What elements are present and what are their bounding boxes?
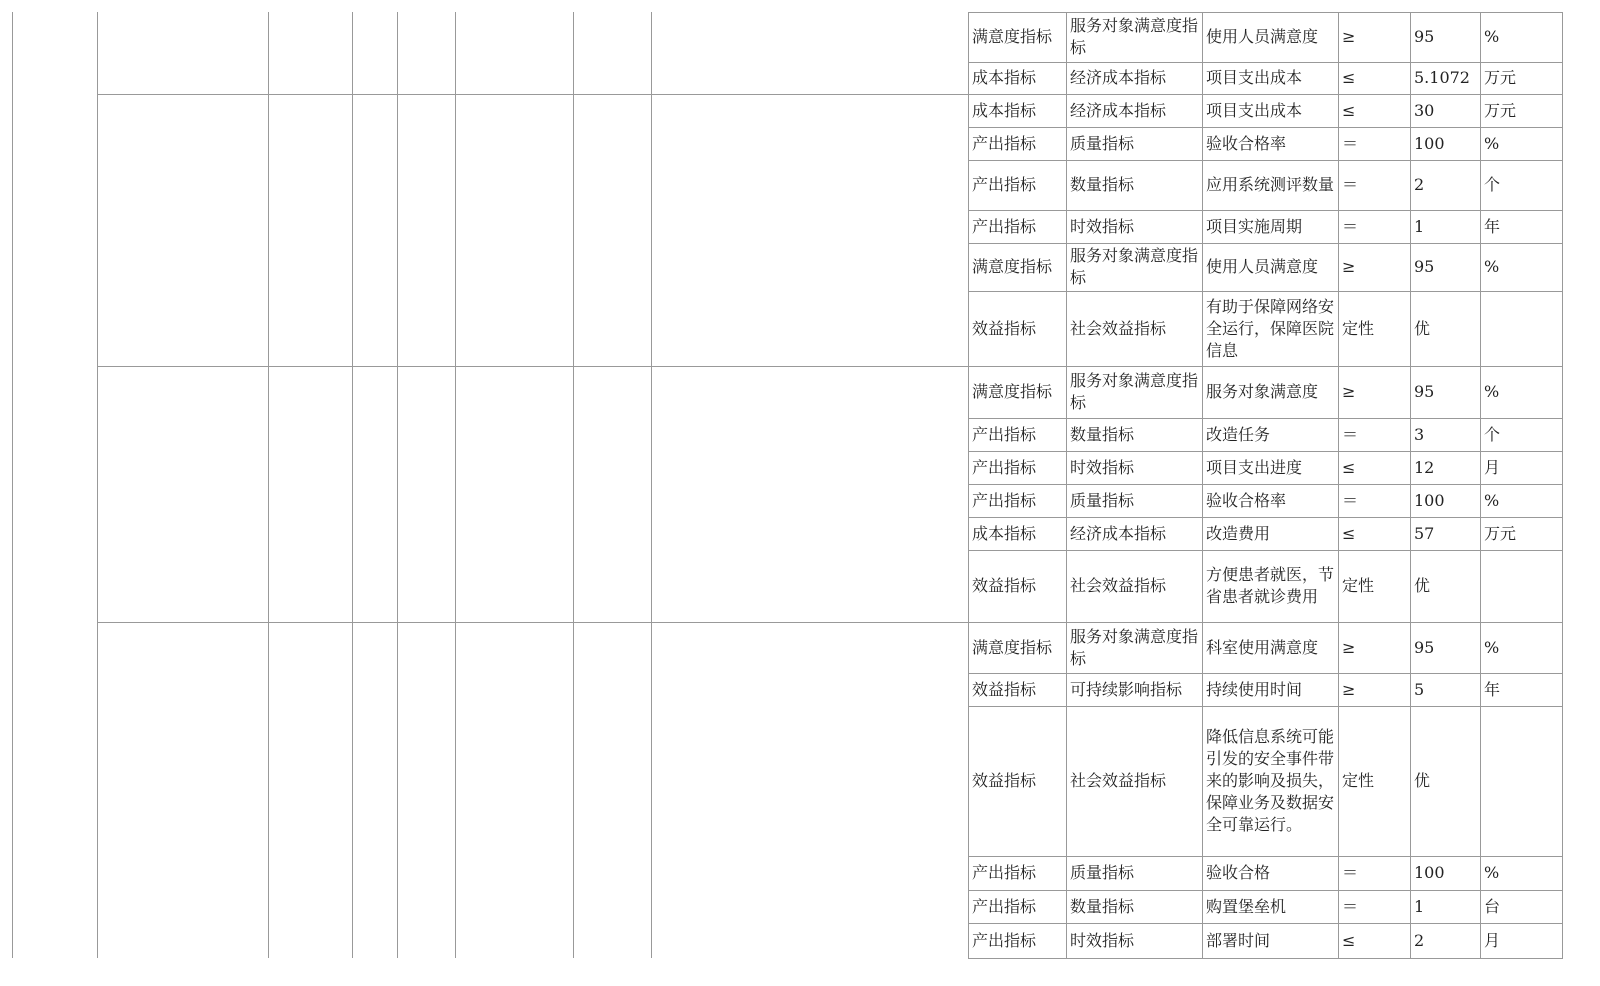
indicator-text: 时效指标 — [1070, 216, 1135, 236]
indicator-text: 购置堡垒机 — [1206, 896, 1287, 916]
indicator-text: 成本指标 — [972, 100, 1037, 120]
indicator-text: 1 — [1414, 216, 1425, 236]
indicator-text: 优 — [1414, 318, 1431, 338]
indicator-text: 成本指标 — [972, 523, 1037, 543]
indicator-text: 数量指标 — [1070, 175, 1135, 194]
indicator-text: ＝ — [1342, 175, 1359, 194]
grid-line — [268, 12, 269, 958]
indicator-text: 经济成本指标 — [1070, 68, 1167, 87]
indicator-text: % — [1484, 637, 1500, 657]
indicator-text: % — [1484, 257, 1500, 276]
indicator-text: 95 — [1414, 382, 1435, 401]
indicator-text: 质量指标 — [1070, 133, 1135, 153]
indicator-text: 服务对象满意度指标 — [1070, 16, 1199, 57]
indicator-text: 定性 — [1342, 771, 1375, 790]
indicator-text: ＝ — [1342, 424, 1359, 444]
indicator-text: 满意度指标 — [972, 257, 1053, 276]
indicator-text: 持续使用时间 — [1206, 679, 1303, 699]
indicator-text: 服务对象满意度 — [1206, 382, 1319, 401]
indicator-text: 95 — [1414, 27, 1435, 46]
indicator-text: 产出指标 — [972, 175, 1037, 194]
indicator-text: 定性 — [1342, 576, 1375, 595]
indicator-text: 年 — [1484, 679, 1501, 699]
indicator-text: 月 — [1484, 930, 1501, 950]
grid-line — [397, 12, 398, 958]
indicator-text: % — [1484, 27, 1500, 46]
indicator-text: 验收合格率 — [1206, 133, 1287, 153]
indicator-text: 效益指标 — [972, 771, 1037, 790]
indicator-text — [1484, 291, 1559, 366]
indicator-text: 改造任务 — [1206, 424, 1271, 444]
indicator-text: 57 — [1414, 523, 1435, 543]
indicator-text: 效益指标 — [972, 576, 1037, 595]
indicator-text: ≥ — [1342, 679, 1356, 699]
indicator-text: ≥ — [1342, 637, 1356, 657]
indicator-text: 万元 — [1484, 100, 1517, 120]
indicator-text: 项目支出成本 — [1206, 100, 1303, 120]
indicator-text: 改造费用 — [1206, 523, 1271, 543]
indicator-text: ≥ — [1342, 27, 1356, 46]
indicator-text: 定性 — [1342, 318, 1375, 338]
indicator-text: 个 — [1484, 424, 1501, 444]
grid-line — [573, 12, 574, 958]
indicator-text: ≤ — [1342, 523, 1356, 543]
indicator-text: 效益指标 — [972, 679, 1037, 699]
indicator-text: 社会效益指标 — [1070, 771, 1167, 790]
indicator-text: 服务对象满意度指标 — [1070, 371, 1199, 412]
indicator-text: 服务对象满意度指标 — [1070, 626, 1199, 668]
indicator-text: 3 — [1414, 424, 1425, 444]
grid-line — [455, 12, 456, 958]
indicator-text: % — [1484, 863, 1500, 882]
indicator-text: 部署时间 — [1206, 930, 1271, 950]
indicator-text: ≤ — [1342, 457, 1356, 477]
indicator-text: 1 — [1414, 896, 1425, 916]
grid-line — [97, 366, 968, 367]
indicator-text: ＝ — [1342, 216, 1359, 236]
indicator-text: 2 — [1414, 175, 1425, 194]
indicator-text: 产出指标 — [972, 424, 1037, 444]
indicator-text: 万元 — [1484, 523, 1517, 543]
indicator-text: 年 — [1484, 216, 1501, 236]
indicator-text: 产出指标 — [972, 457, 1037, 477]
indicator-text: 降低信息系统可能引发的安全事件带来的影响及损失，保障业务及数据安全可靠运行。 — [1206, 727, 1335, 834]
indicator-text — [1484, 706, 1559, 856]
indicator-text: 台 — [1484, 896, 1501, 916]
indicator-text: 100 — [1414, 490, 1445, 510]
indicator-text: ≥ — [1342, 257, 1356, 276]
indicator-text — [1484, 550, 1559, 622]
indicator-text: 质量指标 — [1070, 490, 1135, 510]
indicator-text: 验收合格 — [1206, 863, 1271, 882]
indicator-text: ＝ — [1342, 896, 1359, 916]
indicator-text: 项目支出进度 — [1206, 457, 1303, 477]
grid-line — [97, 94, 968, 95]
indicator-text: 使用人员满意度 — [1206, 27, 1319, 46]
indicator-text: 100 — [1414, 133, 1445, 153]
indicator-text: 方便患者就医，节省患者就诊费用 — [1206, 565, 1335, 606]
indicator-text: 产出指标 — [972, 490, 1037, 510]
indicator-text: ＝ — [1342, 863, 1359, 882]
grid-line — [12, 12, 13, 958]
indicator-text: 满意度指标 — [972, 27, 1053, 46]
indicator-text: 产出指标 — [972, 896, 1037, 916]
indicator-text: 产出指标 — [972, 930, 1037, 950]
indicator-text: 万元 — [1484, 68, 1517, 87]
indicator-text: 经济成本指标 — [1070, 523, 1167, 543]
indicator-text: 数量指标 — [1070, 424, 1135, 444]
indicator-text: 效益指标 — [972, 318, 1037, 338]
indicator-text: 质量指标 — [1070, 863, 1135, 882]
indicator-text: 成本指标 — [972, 68, 1037, 87]
indicator-text: 社会效益指标 — [1070, 576, 1167, 595]
indicator-text: 项目支出成本 — [1206, 68, 1303, 87]
indicator-text: 95 — [1414, 257, 1435, 276]
indicator-text: 服务对象满意度指标 — [1070, 246, 1199, 287]
indicator-text: 使用人员满意度 — [1206, 257, 1319, 276]
indicator-text: 有助于保障网络安全运行，保障医院信息 — [1206, 296, 1335, 360]
indicator-text: % — [1484, 490, 1500, 510]
indicator-text: ≤ — [1342, 930, 1356, 950]
indicator-text: 优 — [1414, 576, 1431, 595]
indicator-text: 个 — [1484, 175, 1501, 194]
indicator-text: 95 — [1414, 637, 1435, 657]
indicator-text: 社会效益指标 — [1070, 318, 1167, 338]
indicator-text: 2 — [1414, 930, 1425, 950]
indicator-text: 时效指标 — [1070, 930, 1135, 950]
indicator-text: % — [1484, 133, 1500, 153]
indicator-text: 满意度指标 — [972, 382, 1053, 401]
indicator-text: 优 — [1414, 771, 1431, 790]
indicator-text: 5.1072 — [1414, 68, 1470, 87]
indicator-text: 30 — [1414, 100, 1435, 120]
indicator-text: 5 — [1414, 679, 1425, 699]
grid-line — [651, 12, 652, 958]
indicator-text: 经济成本指标 — [1070, 100, 1167, 120]
prev-goal-fragment — [655, 4, 955, 24]
indicator-text: 科室使用满意度 — [1206, 637, 1319, 657]
grid-line — [97, 12, 98, 958]
indicator-text: 验收合格率 — [1206, 490, 1287, 510]
indicator-text: 项目实施周期 — [1206, 216, 1303, 236]
indicator-text: 产出指标 — [972, 133, 1037, 153]
grid-line — [97, 622, 968, 623]
indicator-text: ＝ — [1342, 490, 1359, 510]
indicator-text: ≤ — [1342, 68, 1356, 87]
indicator-text: % — [1484, 382, 1500, 401]
indicator-text: 产出指标 — [972, 216, 1037, 236]
indicator-text: 100 — [1414, 863, 1445, 882]
indicator-text: 可持续影响指标 — [1070, 679, 1183, 699]
indicator-text: 应用系统测评数量 — [1206, 175, 1335, 194]
indicator-text: 12 — [1414, 457, 1435, 477]
indicator-text: 数量指标 — [1070, 896, 1135, 916]
indicator-text: ≥ — [1342, 382, 1356, 401]
indicator-text: 时效指标 — [1070, 457, 1135, 477]
indicator-text: ＝ — [1342, 133, 1359, 153]
grid-line — [352, 12, 353, 958]
indicator-text: 月 — [1484, 457, 1501, 477]
indicator-text: ≤ — [1342, 100, 1356, 120]
indicator-text: 产出指标 — [972, 863, 1037, 882]
indicator-text: 满意度指标 — [972, 637, 1053, 657]
